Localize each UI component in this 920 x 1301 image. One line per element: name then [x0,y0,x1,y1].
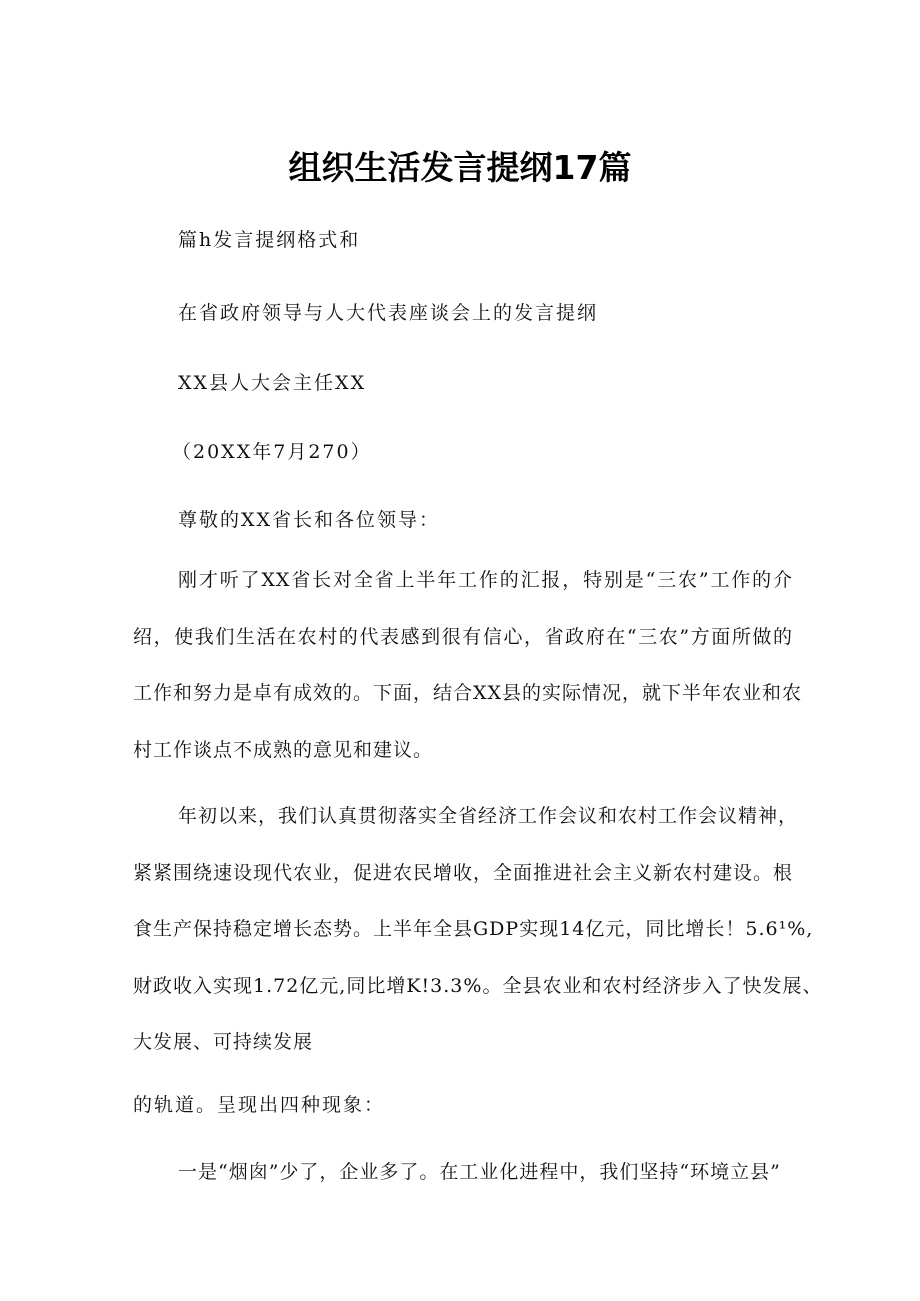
author-line: XX县人大会主任XX [178,372,367,394]
paragraph-4: 一是“烟囱”少了，企业多了。在工业化进程中，我们坚持“环境立县” [178,1161,781,1183]
paragraph-3: 的轨道。呈现出四种现象： [133,1094,386,1116]
date-line: （20XX年7月270） [172,441,372,463]
paragraph-line: 工作和努力是卓有成效的。下面，结合XX县的实际情况，就下半年农业和农 [133,682,803,704]
paragraph-2 [133,788,823,1071]
paragraph-line: 绍，使我们生活在农村的代表感到很有信心，省政府在“三农”方面所做的 [133,625,793,648]
paragraph-line: 食生产保持稳定增长态势。上半年全县GDP实现14亿元，同比增长！5.6¹%, [133,918,814,940]
paragraph-line: 刚才听了XX省长对全省上半年工作的汇报，特别是“三农”工作的介 [178,569,793,591]
paragraph-line: 村工作谈点不成熟的意见和建议。 [133,738,434,761]
paragraph-line: 大发展、可持续发展 [133,1031,314,1053]
paragraph-line: 紧紧围绕速设现代农业，促进农民增收，全面推进社会主义新农村建设。根 [133,861,794,884]
document-title: 组织生活发言提纲17篇 [288,148,632,187]
salutation: 尊敬的XX省长和各位领导： [178,509,441,531]
paragraph-line: 财政收入实现1.72亿元,同比增K!3.3%。全县农业和农村经济步入了快发展、 [133,974,823,997]
speech-heading: 在省政府领导与人大代表座谈会上的发言提纲 [178,302,599,324]
paragraph-1 [133,552,803,778]
paragraph-line: 年初以来，我们认真贯彻落实全省经济工作会议和农村工作会议精神， [178,805,799,827]
document-subtitle: 篇h发言提纲格式和 [178,229,361,251]
